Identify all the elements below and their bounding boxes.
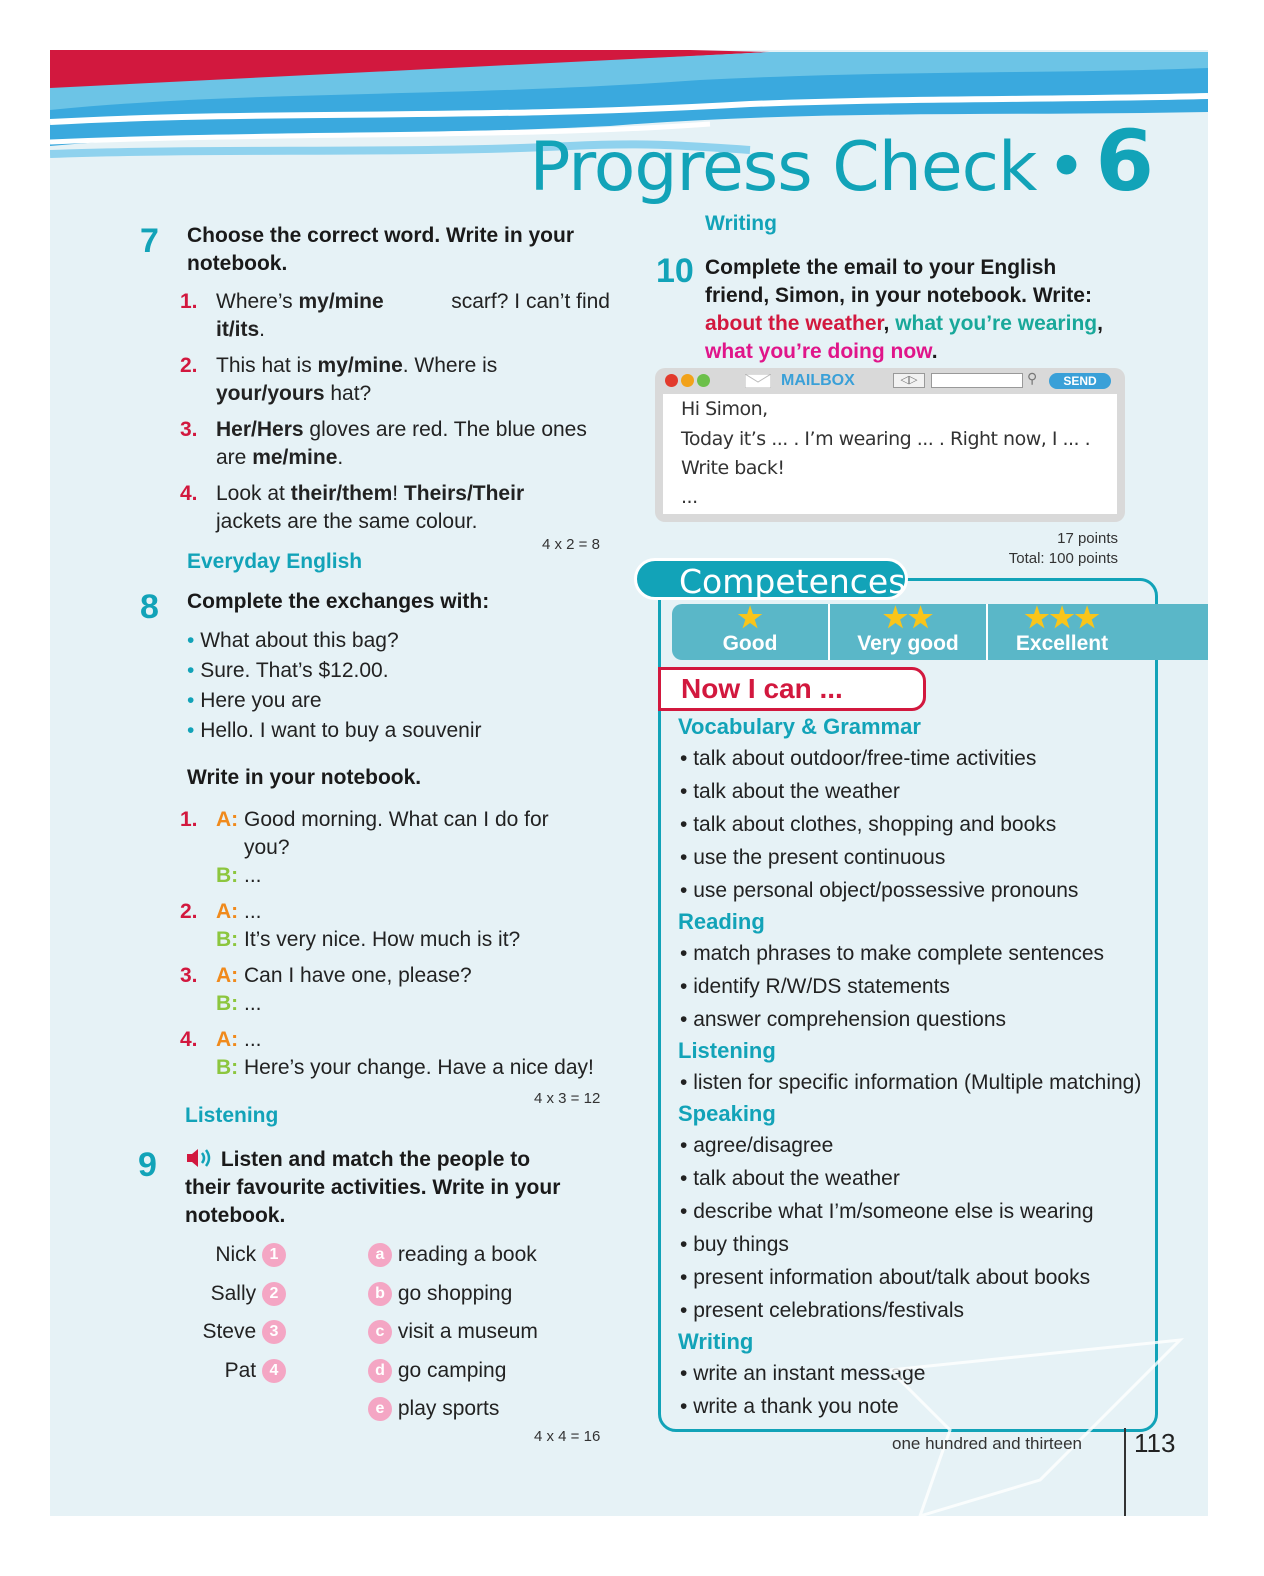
- list-item: • write a thank you note: [680, 1395, 899, 1418]
- email-body[interactable]: Hi Simon, Today it’s ... . I’m wearing ... . Right now, I ... . Write back! ...: [663, 394, 1117, 514]
- total-points: Total: 100 points: [1008, 550, 1118, 567]
- activities-list: [368, 1236, 538, 1429]
- search-input[interactable]: [931, 373, 1023, 388]
- star-outline-icon: [890, 1280, 1190, 1516]
- rating-very-good: ★★ Very good: [830, 604, 986, 660]
- rating-bar: [672, 604, 1208, 660]
- list-item: c visit a museum: [368, 1313, 538, 1352]
- list-item: Pat 4: [190, 1352, 286, 1391]
- list-item: • describe what I’m/someone else is wearing: [680, 1200, 1094, 1223]
- send-button[interactable]: SEND: [1049, 373, 1111, 389]
- list-item: • present celebrations/festivals: [680, 1299, 964, 1322]
- exercise-instruction: Complete the email to your English friend, Simon, in your notebook. Write: about the weather, what you’re wearing, what you’re doing now.: [705, 256, 1103, 363]
- list-item: e play sports: [368, 1390, 538, 1429]
- divider: [1124, 1428, 1126, 1516]
- list-item: • talk about the weather: [680, 1167, 900, 1190]
- exercise-number: 7: [140, 222, 159, 260]
- competences-title: Competences: [634, 558, 908, 600]
- list-item: • present information about/talk about books: [680, 1266, 1091, 1289]
- section-heading: Listening: [185, 1104, 279, 1127]
- list-item: • use the present continuous: [680, 846, 946, 869]
- list-item: Steve 3: [190, 1313, 286, 1352]
- score: 4 x 3 = 12: [534, 1090, 601, 1107]
- minimize-dot-icon: [681, 374, 694, 387]
- page-number-words: one hundred and thirteen: [892, 1434, 1082, 1453]
- now-i-can-label: Now I can ...: [658, 667, 926, 711]
- score: 4 x 4 = 16: [534, 1428, 601, 1445]
- list-item: • answer comprehension questions: [680, 1008, 1007, 1031]
- competence-heading: Vocabulary & Grammar: [678, 714, 921, 739]
- option-list: [187, 626, 482, 746]
- score: 4 x 2 = 8: [542, 536, 600, 553]
- exercise-instruction: Listen and match the people to their favourite activities. Write in your notebook.: [185, 1148, 561, 1227]
- people-list: [190, 1236, 286, 1390]
- exercise-number: 8: [140, 588, 159, 626]
- list-item: • Here you are: [187, 689, 322, 712]
- list-item: • identify R/W/DS statements: [680, 975, 950, 998]
- competence-heading: Writing: [678, 1329, 754, 1354]
- list-item: • buy things: [680, 1233, 789, 1256]
- close-dot-icon: [665, 374, 678, 387]
- mailbox-label: MAILBOX: [781, 372, 855, 389]
- list-item: • listen for specific information (Multiple matching): [680, 1071, 1142, 1094]
- list-item: • agree/disagree: [680, 1134, 834, 1157]
- list-item: a reading a book: [368, 1236, 538, 1275]
- list-item: • Sure. That’s $12.00.: [187, 659, 389, 682]
- list-item: • talk about the weather: [680, 780, 900, 803]
- exercise-number: 10: [656, 252, 694, 290]
- exercise-instruction: Write in your notebook.: [187, 766, 422, 789]
- rating-excellent: ★★★ Excellent: [988, 604, 1136, 660]
- email-window: [655, 368, 1125, 522]
- rating-good: ★ Good: [672, 604, 828, 660]
- list-item: • write an instant message: [680, 1362, 926, 1385]
- list-item: Nick 1: [190, 1236, 286, 1275]
- star-icon: ★★★: [1024, 602, 1100, 633]
- competence-heading: Speaking: [678, 1101, 776, 1126]
- list-item: • What about this bag?: [187, 629, 399, 652]
- list-item: b go shopping: [368, 1275, 538, 1314]
- search-icon[interactable]: ⚲: [1027, 370, 1038, 386]
- star-icon: ★: [737, 602, 763, 633]
- points: 17 points: [1057, 530, 1118, 547]
- page: Progress Check • 6 7 Choose the correct word. Write in your notebook. 1. Where’s my/mine scarf? I can’t find it/its. 2. This hat is my/mine. Where is your/yours hat? 3. Her/Hers gloves are red. The blue ones are me/mine. 4. Look at their/them! Theirs/Their jackets are the same colour. 4 x 2 = 8 Everyday English 8 Complete the exchanges with: • What about this bag? • Sure. That’s $12.00. • Here you are • Hello. I want to buy a souvenir Write in your notebook. 1. A: Good morning. What can I do for you? B: ... 2. A: ... B: It’s very nice. How much is it? 3. A: Can I have one, please? B: ... 4. A: ... B: Here’s your change. Have a nice day! 4 x 3 = 12 Listening 9 Listen and match the people to their favourite activities. Write in your notebook. Nick 1 Sally 2 Steve 3 Pat 4 a reading a book b go shopping c visit a museum d go camping e play sports 4 x 4 = 16 Writing 10 Complete the email to your English friend, Simon, in your notebook. Write: about the weather, what you’re wearing, what you’re doing now. MAILBOX ◁▷ ⚲ SEND Hi Simon, Today it’s ... . I’m wearing ... . Right now, I ... . Write back! ... 17 points Total: 100 points Competences ★ Good ★★ Very good ★★★ Excellent Now I can ... Vocabulary & Grammar • talk about outdoor/free-time activities • talk about the weather • talk about clothes, shopping and books • use the present continuous • use personal object/possessive pronouns Reading • match phrases to make complete sentences • identify R/W/DS statements • answer comprehension questions Listening • listen for specific information (Multiple matching) Speaking • agree/disagree • talk about the weather • describe what I’m/someone else is wearing • buy things • present information about/talk about books • present celebrations/festivals Writing • write an instant message • write a thank you note one hundred and thirteen 113: [50, 50, 1208, 1516]
- list-item: • Hello. I want to buy a souvenir: [187, 719, 482, 742]
- envelope-icon: [745, 374, 771, 388]
- maximize-dot-icon: [697, 374, 710, 387]
- section-heading: Everyday English: [187, 550, 363, 573]
- nav-arrows-icon[interactable]: ◁▷: [893, 373, 925, 388]
- exercise-instruction: Complete the exchanges with:: [187, 590, 490, 613]
- list-item: • talk about clothes, shopping and books: [680, 813, 1057, 836]
- section-heading: Writing: [705, 212, 777, 235]
- star-icon: ★★: [882, 602, 934, 633]
- page-title: Progress Check • 6: [529, 112, 1153, 210]
- list-item: • use personal object/possessive pronouns: [680, 879, 1079, 902]
- list-item: d go camping: [368, 1352, 538, 1391]
- list-item: Sally 2: [190, 1275, 286, 1314]
- competence-heading: Reading: [678, 909, 765, 934]
- list-item: • match phrases to make complete sentences: [680, 942, 1105, 965]
- exercise-instruction: Choose the correct word. Write in your notebook.: [187, 224, 575, 275]
- list-item: • talk about outdoor/free-time activities: [680, 747, 1037, 770]
- page-number: 113: [1134, 1428, 1176, 1458]
- competence-heading: Listening: [678, 1038, 776, 1063]
- speaker-icon[interactable]: [185, 1147, 215, 1169]
- exercise-number: 9: [138, 1146, 157, 1184]
